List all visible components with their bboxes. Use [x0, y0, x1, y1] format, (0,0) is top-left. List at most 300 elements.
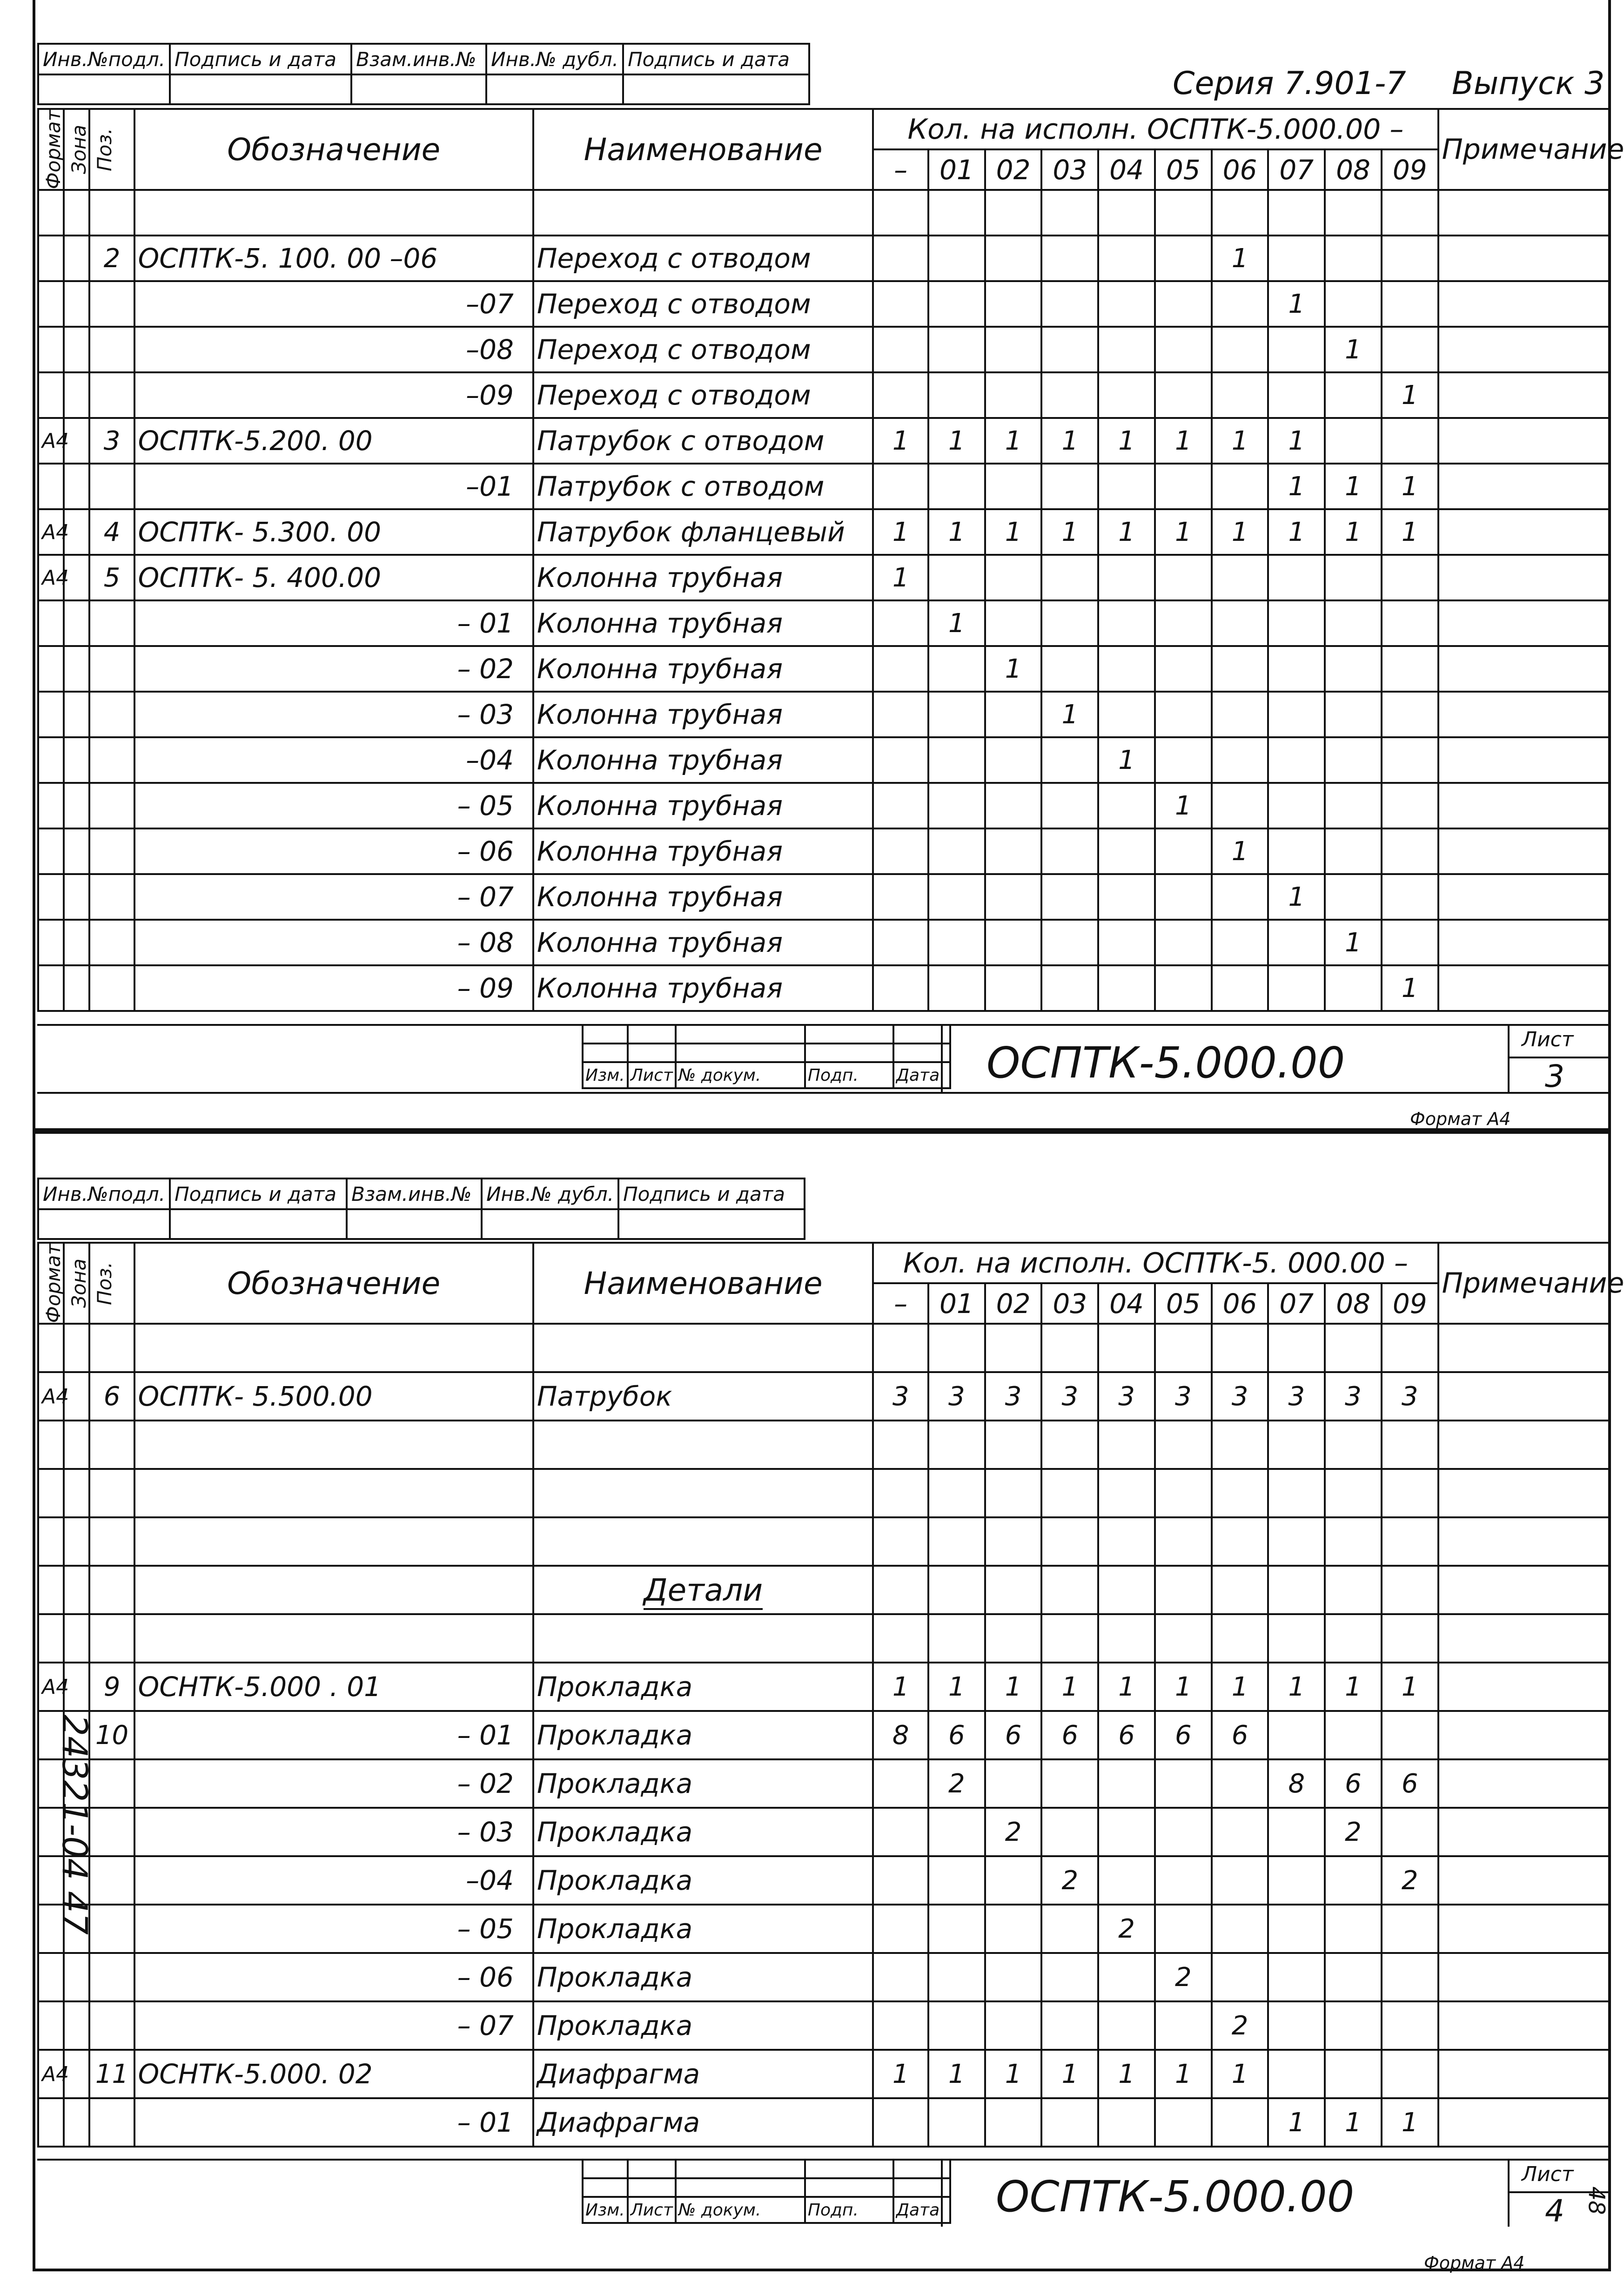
qty-cell — [1098, 692, 1155, 737]
podp-label: Подп. — [805, 1062, 893, 1088]
qty-cell — [1325, 1566, 1382, 1614]
zone-cell — [64, 464, 89, 509]
qty-cell: 1 — [873, 1663, 928, 1711]
variant-header: 06 — [1212, 149, 1268, 190]
qty-cell — [1382, 418, 1438, 464]
format-cell — [38, 1469, 64, 1517]
qty-cell — [1325, 1469, 1382, 1517]
zone-cell — [64, 327, 89, 372]
sheet-number: 3 — [1545, 1058, 1564, 1094]
pos-cell: 6 — [89, 1372, 134, 1421]
qty-cell: 1 — [1155, 2050, 1212, 2098]
issue-label: Выпуск 3 — [1452, 65, 1605, 102]
qty-cell — [1098, 600, 1155, 646]
format-cell — [38, 828, 64, 874]
izm-label: Изм. — [583, 1062, 628, 1088]
designation-cell — [134, 1469, 533, 1517]
qty-cell — [1098, 236, 1155, 281]
qty-cell — [1325, 1614, 1382, 1663]
list-label: Лист — [628, 2197, 676, 2223]
qty-cell — [1041, 1905, 1098, 1953]
qty-cell — [873, 1614, 928, 1663]
qty-cell — [873, 1808, 928, 1856]
qty-cell — [1098, 2098, 1155, 2147]
name-text: Переход с отводом — [537, 288, 811, 320]
format-cell: А4 — [38, 418, 64, 464]
zone-cell — [64, 692, 89, 737]
qty-cell: 1 — [1325, 464, 1382, 509]
pos-cell — [89, 1324, 134, 1372]
qty-cell — [873, 2098, 928, 2147]
qty-cell — [1155, 965, 1212, 1011]
table-row — [38, 1324, 1609, 1372]
pos-cell — [89, 1953, 134, 2001]
approval-stamp-2 — [37, 1178, 805, 1240]
qty-cell — [985, 783, 1042, 828]
qty-cell: 1 — [1098, 1663, 1155, 1711]
pos-cell — [89, 600, 134, 646]
qty-cell: 6 — [1212, 1711, 1268, 1759]
qty-cell: 1 — [873, 555, 928, 600]
qty-cell — [1325, 281, 1382, 327]
qty-cell — [1155, 1517, 1212, 1566]
qty-cell — [1212, 965, 1268, 1011]
qty-cell — [1268, 646, 1325, 692]
zone-cell — [64, 965, 89, 1011]
note-cell — [1438, 1953, 1609, 2001]
qty-cell: 6 — [1041, 1711, 1098, 1759]
qty-cell: 2 — [1325, 1808, 1382, 1856]
note-cell — [1438, 1759, 1609, 1808]
name-cell — [533, 1663, 873, 1711]
name-text: Колонна трубная — [537, 881, 783, 913]
qty-cell — [1041, 555, 1098, 600]
name-cell — [533, 1905, 873, 1953]
variant-header: 03 — [1041, 1283, 1098, 1324]
qty-cell — [1098, 1953, 1155, 2001]
qty-cell — [1098, 965, 1155, 1011]
qty-cell — [928, 783, 985, 828]
qty-cell — [1155, 1421, 1212, 1469]
qty-cell — [1041, 281, 1098, 327]
qty-cell — [1268, 1953, 1325, 2001]
spec-table-sheet-3 — [37, 108, 1624, 1012]
qty-cell — [1325, 372, 1382, 418]
qty-cell — [928, 464, 985, 509]
designation-cell: –09 — [134, 372, 533, 418]
pos-cell — [89, 372, 134, 418]
name-text: Колонна трубная — [537, 744, 783, 776]
title-block-top-rule — [37, 1024, 1610, 1026]
variant-header: 09 — [1382, 1283, 1438, 1324]
name-text: Колонна трубная — [537, 835, 783, 868]
note-cell — [1438, 1324, 1609, 1372]
variant-header: 05 — [1155, 1283, 1212, 1324]
doc-number: ОСПТК-5.000.00 — [996, 2172, 1355, 2222]
pos-cell — [89, 281, 134, 327]
qty-cell: 8 — [1268, 1759, 1325, 1808]
qty-cell — [1268, 236, 1325, 281]
designation-cell: –04 — [134, 1856, 533, 1905]
qty-cell — [1041, 737, 1098, 783]
qty-cell: 1 — [1155, 509, 1212, 555]
table-row — [38, 920, 1609, 965]
qty-cell — [1041, 965, 1098, 1011]
qty-cell — [1325, 1517, 1382, 1566]
qty-cell — [1382, 1905, 1438, 1953]
qty-cell — [1155, 828, 1212, 874]
qty-cell — [1155, 646, 1212, 692]
format-cell — [38, 2001, 64, 2050]
qty-cell — [873, 965, 928, 1011]
qty-cell — [1325, 555, 1382, 600]
qty-cell — [1155, 2098, 1212, 2147]
name-cell — [533, 1614, 873, 1663]
qty-cell — [1098, 1856, 1155, 1905]
format-cell — [38, 1517, 64, 1566]
qty-cell: 3 — [1098, 1372, 1155, 1421]
qty-cell — [1098, 1566, 1155, 1614]
qty-cell — [1212, 1759, 1268, 1808]
designation-cell — [134, 1614, 533, 1663]
note-cell — [1438, 692, 1609, 737]
qty-cell — [1382, 1566, 1438, 1614]
qty-cell: 1 — [1382, 372, 1438, 418]
qty-cell — [1155, 1469, 1212, 1517]
name-text: Диафрагма — [537, 2107, 700, 2139]
col-format-header: Формат — [42, 1244, 65, 1323]
note-cell — [1438, 1566, 1609, 1614]
qty-cell — [1212, 1469, 1268, 1517]
name-cell — [533, 1469, 873, 1517]
qty-cell: 1 — [1212, 1663, 1268, 1711]
qty-cell — [1212, 783, 1268, 828]
variant-header: 08 — [1325, 1283, 1382, 1324]
qty-cell — [1268, 190, 1325, 236]
name-cell — [533, 1808, 873, 1856]
name-cell — [533, 2050, 873, 2098]
qty-cell — [928, 920, 985, 965]
qty-cell — [1098, 1324, 1155, 1372]
designation-cell: – 06 — [134, 828, 533, 874]
variant-header: 01 — [928, 1283, 985, 1324]
qty-cell: 1 — [1325, 327, 1382, 372]
qty-cell — [1268, 600, 1325, 646]
sheet-number: 4 — [1545, 2193, 1564, 2229]
qty-cell: 1 — [1212, 236, 1268, 281]
qty-cell — [1155, 1566, 1212, 1614]
variant-header: 02 — [985, 1283, 1042, 1324]
qty-cell — [1155, 920, 1212, 965]
designation-cell: ОСПТК-5. 100. 00 –06 — [134, 236, 533, 281]
name-text: Переход с отводом — [537, 379, 811, 411]
table-row — [38, 418, 1609, 464]
format-cell — [38, 327, 64, 372]
qty-cell: 1 — [1268, 509, 1325, 555]
qty-cell: 1 — [1041, 509, 1098, 555]
note-cell — [1438, 874, 1609, 920]
variant-header: – — [873, 149, 928, 190]
qty-cell — [873, 1953, 928, 2001]
qty-cell — [1212, 1953, 1268, 2001]
qty-cell — [1155, 281, 1212, 327]
qty-cell — [1268, 327, 1325, 372]
qty-cell — [1155, 1324, 1212, 1372]
qty-cell: 6 — [1098, 1711, 1155, 1759]
name-text: Прокладка — [537, 1671, 693, 1703]
qty-cell — [1155, 600, 1212, 646]
pos-cell — [89, 783, 134, 828]
title-block-sheet-4 — [582, 2159, 951, 2224]
zone-cell — [64, 190, 89, 236]
qty-cell — [1212, 2098, 1268, 2147]
name-text: Прокладка — [537, 1913, 693, 1945]
qty-cell — [985, 327, 1042, 372]
zone-cell — [64, 281, 89, 327]
pos-cell — [89, 1469, 134, 1517]
qty-cell — [873, 372, 928, 418]
qty-cell — [928, 1421, 985, 1469]
qty-cell — [985, 1421, 1042, 1469]
table-row — [38, 965, 1609, 1011]
format-cell — [38, 1421, 64, 1469]
name-text: Колонна трубная — [537, 972, 783, 1004]
qty-cell — [985, 2098, 1042, 2147]
col-note-header: Примечание — [1438, 1243, 1609, 1324]
table-row — [38, 1953, 1609, 2001]
qty-cell — [873, 327, 928, 372]
qty-cell — [1382, 1469, 1438, 1517]
format-cell — [38, 646, 64, 692]
qty-cell — [1098, 281, 1155, 327]
qty-cell — [1268, 920, 1325, 965]
stamp-header: Подпись и дата — [170, 44, 351, 74]
name-cell — [533, 783, 873, 828]
designation-cell — [134, 1517, 533, 1566]
qty-cell — [928, 1469, 985, 1517]
qty-cell — [1268, 1905, 1325, 1953]
qty-cell — [1325, 1856, 1382, 1905]
pos-cell: 3 — [89, 418, 134, 464]
format-cell — [38, 600, 64, 646]
variant-header: 07 — [1268, 1283, 1325, 1324]
qty-cell — [873, 692, 928, 737]
name-cell — [533, 1711, 873, 1759]
qty-cell — [873, 1905, 928, 1953]
qty-cell — [985, 1953, 1042, 2001]
designation-cell: – 02 — [134, 646, 533, 692]
designation-cell: – 01 — [134, 2098, 533, 2147]
designation-cell: –01 — [134, 464, 533, 509]
qty-cell — [1041, 464, 1098, 509]
col-note-header: Примечание — [1438, 109, 1609, 190]
qty-cell — [1325, 1421, 1382, 1469]
format-label: Формат А4 — [1424, 2253, 1525, 2273]
table-row — [38, 1421, 1609, 1469]
name-cell — [533, 1856, 873, 1905]
note-cell — [1438, 1469, 1609, 1517]
qty-cell: 2 — [1155, 1953, 1212, 2001]
name-cell — [533, 555, 873, 600]
qty-cell — [1382, 600, 1438, 646]
qty-cell — [1382, 1614, 1438, 1663]
note-cell — [1438, 1517, 1609, 1566]
zone-cell — [64, 1614, 89, 1663]
name-text: Прокладка — [537, 1865, 693, 1897]
table-row — [38, 1614, 1609, 1663]
qty-cell — [985, 1469, 1042, 1517]
pos-cell — [89, 920, 134, 965]
qty-cell — [985, 464, 1042, 509]
format-cell — [38, 372, 64, 418]
qty-cell: 1 — [1041, 2050, 1098, 2098]
format-cell — [38, 464, 64, 509]
variant-header: 04 — [1098, 149, 1155, 190]
col-pos-header: Поз. — [93, 128, 116, 171]
qty-cell — [1325, 1711, 1382, 1759]
qty-cell — [985, 555, 1042, 600]
col-designation-header: Обозначение — [134, 1243, 533, 1324]
qty-header: Кол. на исполн. ОСПТК-5. 000.00 – — [873, 1243, 1438, 1283]
podp-label: Подп. — [805, 2197, 893, 2223]
table-row — [38, 600, 1609, 646]
qty-cell: 3 — [1041, 1372, 1098, 1421]
qty-cell — [1382, 692, 1438, 737]
name-text: Переход с отводом — [537, 242, 811, 275]
qty-cell — [1212, 372, 1268, 418]
table-row — [38, 1711, 1609, 1759]
name-cell — [533, 646, 873, 692]
table-row — [38, 236, 1609, 281]
qty-cell: 3 — [1268, 1372, 1325, 1421]
table-row — [38, 1517, 1609, 1566]
note-cell — [1438, 828, 1609, 874]
qty-cell: 1 — [1041, 418, 1098, 464]
margin-archive-number: 24321-04 47 — [54, 1714, 94, 1935]
table-row — [38, 2098, 1609, 2147]
table-row — [38, 2001, 1609, 2050]
qty-cell: 1 — [873, 418, 928, 464]
pos-cell — [89, 327, 134, 372]
qty-cell — [985, 600, 1042, 646]
qty-cell — [1382, 236, 1438, 281]
qty-cell: 1 — [928, 1663, 985, 1711]
format-cell: А4 — [38, 555, 64, 600]
qty-cell — [928, 1808, 985, 1856]
designation-cell: – 03 — [134, 1808, 533, 1856]
variant-header: 03 — [1041, 149, 1098, 190]
qty-cell — [1268, 965, 1325, 1011]
qty-cell — [873, 1469, 928, 1517]
name-cell — [533, 1421, 873, 1469]
pos-cell — [89, 1614, 134, 1663]
name-text: Колонна трубная — [537, 607, 783, 640]
qty-cell — [1155, 874, 1212, 920]
qty-cell — [1041, 1808, 1098, 1856]
qty-cell — [1098, 828, 1155, 874]
approval-stamp-1 — [37, 43, 810, 105]
pos-cell — [89, 2001, 134, 2050]
designation-cell: ОСПТК-5.200. 00 — [134, 418, 533, 464]
pos-cell: 9 — [89, 1663, 134, 1711]
zone-cell — [64, 1953, 89, 2001]
designation-cell: – 09 — [134, 965, 533, 1011]
zone-cell — [64, 236, 89, 281]
section-title — [533, 1566, 873, 1614]
qty-cell — [1325, 236, 1382, 281]
title-block-divider — [941, 1024, 943, 1092]
qty-cell — [928, 1856, 985, 1905]
zone-cell — [64, 1517, 89, 1566]
qty-cell — [1382, 190, 1438, 236]
pos-cell — [89, 464, 134, 509]
designation-cell: – 02 — [134, 1759, 533, 1808]
col-format-header: Формат — [42, 110, 65, 189]
pos-cell — [89, 1905, 134, 1953]
name-cell — [533, 1517, 873, 1566]
table-row — [38, 1808, 1609, 1856]
qty-cell: 1 — [1325, 1663, 1382, 1711]
stamp-header: Инв.№ дубл. — [482, 1178, 618, 1209]
qty-cell: 1 — [985, 1663, 1042, 1711]
qty-cell — [1041, 1469, 1098, 1517]
note-cell — [1438, 372, 1609, 418]
designation-cell — [134, 1324, 533, 1372]
name-cell — [533, 281, 873, 327]
qty-cell — [985, 965, 1042, 1011]
data-label: Дата — [893, 2197, 950, 2223]
qty-cell — [1212, 874, 1268, 920]
table-row — [38, 828, 1609, 874]
qty-cell — [1041, 2098, 1098, 2147]
qty-cell: 1 — [1098, 418, 1155, 464]
qty-cell — [1268, 1469, 1325, 1517]
format-cell — [38, 1614, 64, 1663]
note-cell — [1438, 236, 1609, 281]
qty-cell — [1041, 2001, 1098, 2050]
qty-cell — [1268, 1421, 1325, 1469]
qty-cell — [1382, 327, 1438, 372]
name-cell — [533, 236, 873, 281]
qty-cell — [1212, 600, 1268, 646]
name-cell — [533, 2001, 873, 2050]
name-text: Прокладка — [537, 1816, 693, 1848]
note-cell — [1438, 327, 1609, 372]
qty-cell — [873, 190, 928, 236]
note-cell — [1438, 646, 1609, 692]
qty-cell — [873, 1759, 928, 1808]
qty-cell: 1 — [1382, 464, 1438, 509]
qty-cell — [985, 1759, 1042, 1808]
designation-cell: – 07 — [134, 874, 533, 920]
qty-cell — [928, 190, 985, 236]
designation-cell — [134, 1566, 533, 1614]
qty-header: Кол. на исполн. ОСПТК-5.000.00 – — [873, 109, 1438, 149]
qty-cell — [1098, 327, 1155, 372]
format-label: Формат А4 — [1410, 1109, 1511, 1129]
qty-cell: 1 — [928, 509, 985, 555]
doc-number: ОСПТК-5.000.00 — [986, 1038, 1345, 1088]
format-cell — [38, 920, 64, 965]
qty-cell — [985, 1614, 1042, 1663]
qty-cell — [873, 1856, 928, 1905]
qty-cell — [1098, 1421, 1155, 1469]
qty-cell — [1325, 2050, 1382, 2098]
note-cell — [1438, 737, 1609, 783]
qty-cell — [1041, 600, 1098, 646]
qty-cell: 1 — [873, 2050, 928, 2098]
pos-cell — [89, 1808, 134, 1856]
